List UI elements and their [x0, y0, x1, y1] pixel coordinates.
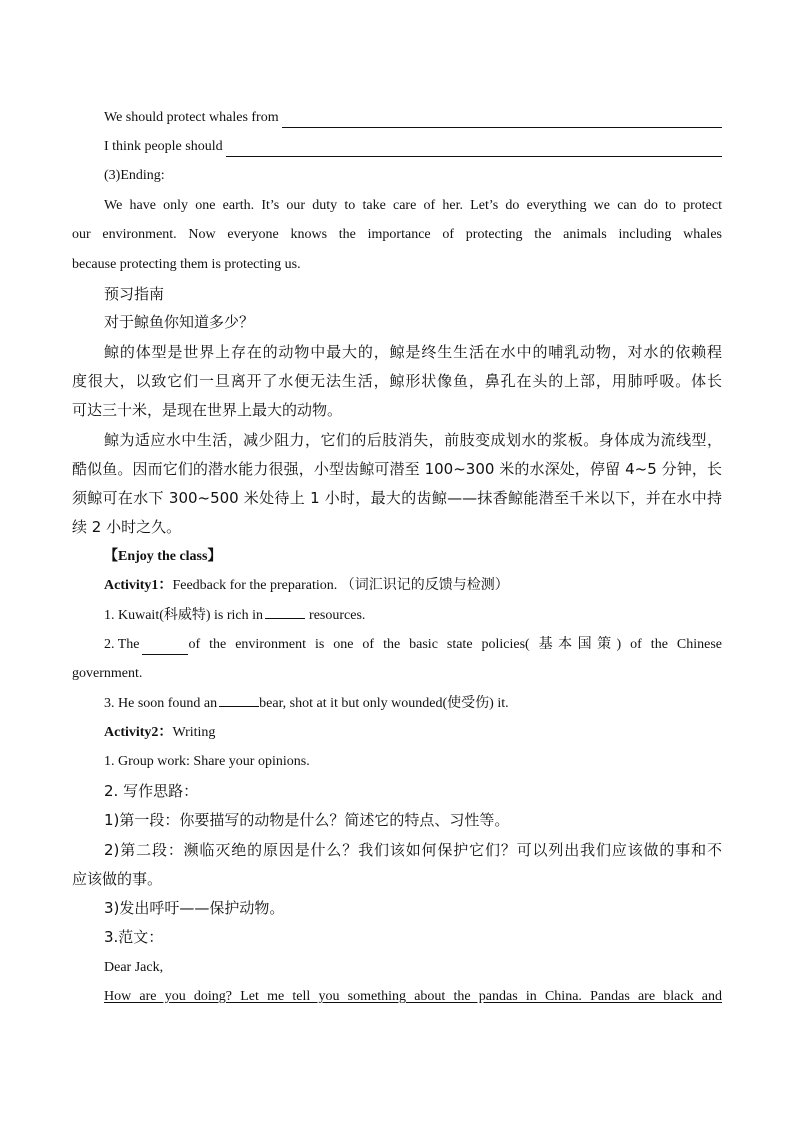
paragraph-line: 酷似鱼。因而它们的潜水能力很强，小型齿鲸可潜至 100~300 米的水深处，停留 4~5 分钟，长 [72, 460, 722, 478]
question-heading: 对于鲸鱼你知道多少？ [104, 313, 255, 331]
exercise-item-3 [104, 694, 722, 714]
outline-step-1: 1)第一段：你要描写的动物是什么？简述它的特点、习性等。 [104, 811, 510, 829]
letter-body-line: How are you doing? Let me tell you something about the pandas in China. Pandas are black and [104, 989, 722, 1004]
outline-step-2-continued: 应该做的事。 [72, 870, 163, 888]
paragraph-line: We have only one earth. It’s our duty to take care of her. Let’s do everything we can do to protect [104, 198, 722, 213]
exercise-item-2-continued: government. [72, 666, 143, 681]
activity-desc: Writing [172, 725, 216, 740]
exercise-text: 3. He soon found an [104, 696, 218, 711]
paragraph-line: 须鲸可在水下 300~500 米处待上 1 小时，最大的齿鲸——抹香鲸能潜至千米以下，并在水中持 [72, 489, 722, 507]
sentence-text: I think people should [104, 139, 223, 154]
activity-label: Activity2： [104, 725, 173, 740]
answer-blank[interactable] [282, 113, 722, 128]
activity-desc: Feedback for the preparation. （词汇识记的反馈与检测） [172, 578, 509, 593]
fill-line-people-should [104, 137, 722, 157]
paragraph-line: because protecting them is protecting us. [72, 257, 301, 272]
exercise-text: resources. [309, 608, 366, 623]
group-work-line: 1. Group work: Share your opinions. [104, 754, 310, 769]
exercise-item-1 [104, 606, 722, 626]
paragraph-line: 可达三十米，是现在世界上最大的动物。 [72, 401, 343, 419]
paragraph-line: our environment. Now everyone knows the importance of protecting the animals including whales [72, 227, 722, 242]
outline-step-2: 2)第二段：濒临灭绝的原因是什么？我们该如何保护它们？可以列出我们应该做的事和不 [104, 841, 722, 859]
answer-blank[interactable] [226, 142, 722, 157]
exercise-text: bear, shot at it but only wounded(使受伤) it. [259, 696, 509, 711]
answer-blank[interactable] [219, 694, 259, 707]
section-heading-enjoy-class [104, 547, 722, 567]
exercise-text: 2. The [104, 637, 140, 652]
sentence-text: We should protect whales from [104, 110, 279, 125]
activity1-title [104, 576, 722, 596]
letter-salutation: Dear Jack, [104, 960, 164, 975]
writing-outline-heading: 2. 写作思路： [104, 782, 199, 800]
paragraph-line: 续 2 小时之久。 [72, 518, 182, 536]
exercise-item-2 [104, 635, 722, 655]
activity-label: Activity1： [104, 578, 173, 593]
fill-line-protect-whales [104, 108, 722, 128]
answer-blank[interactable] [265, 606, 305, 619]
answer-blank[interactable] [142, 642, 188, 655]
outline-step-3: 3)发出呼吁——保护动物。 [104, 899, 285, 917]
heading-text: 【Enjoy the class】 [104, 549, 222, 564]
paragraph-line: 鲸为适应水中生活，减少阻力，它们的后肢消失，前肢变成划水的浆板。身体成为流线型， [104, 431, 722, 449]
model-essay-heading: 3.范文： [104, 928, 164, 946]
paragraph-line: 鲸的体型是世界上存在的动物中最大的，鲸是终生生活在水中的哺乳动物，对水的依赖程 [104, 343, 722, 361]
ending-heading: (3)Ending: [104, 168, 165, 183]
section-heading-preview-guide: 预习指南 [104, 285, 165, 303]
exercise-text: 1. Kuwait(科威特) is rich in [104, 608, 264, 623]
exercise-text: of the environment is one of the basic state policies( 基本国策) of the Chinese [188, 637, 722, 652]
paragraph-line: 度很大，以致它们一旦离开了水便无法生活，鲸形状像鱼，鼻孔在头的上部，用肺呼吸。体长 [72, 372, 722, 390]
activity2-title [104, 723, 722, 743]
